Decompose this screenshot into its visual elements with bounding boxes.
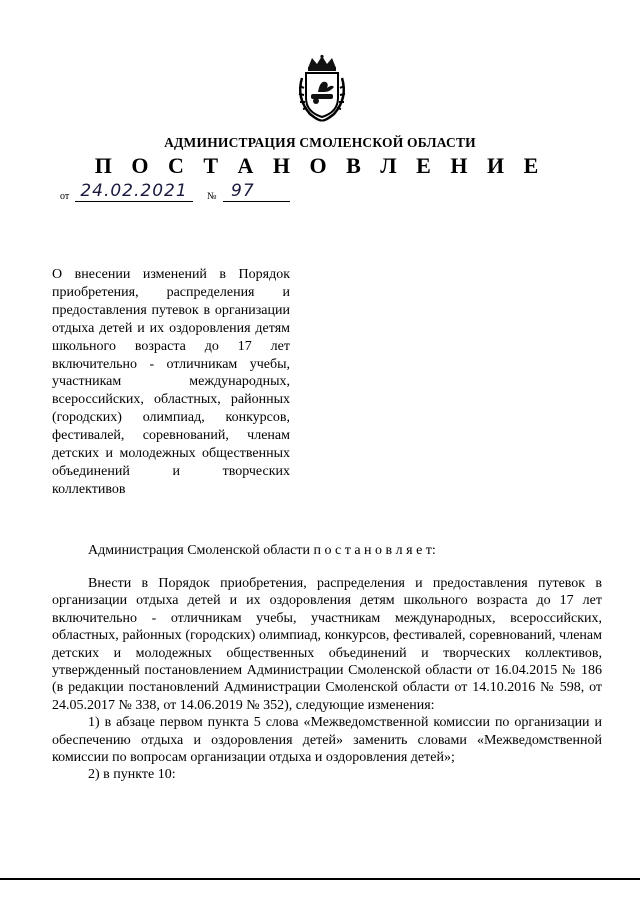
document-subject xyxy=(52,266,290,499)
date-value: 24.02.2021 xyxy=(75,181,193,202)
number-prefix: № xyxy=(207,191,217,202)
document-type-title: П О С Т А Н О В Л Е Н И Е xyxy=(94,153,546,178)
subject-text: О внесении изменений в Порядок приобретения, распределения и предоставления путевок в организации отдыха детей и их оздоровления детям школьного возраста до 17 лет включительно - отличникам учебы, участникам международных, всероссийских, областных, районных (городских) олимпиад, конкурсов, фестивалей, соревнований, членам детских и молодежных общественных объединений и творческих xyxy=(52,267,290,479)
subject-last-line: коллективов xyxy=(52,481,126,497)
date-prefix: от xyxy=(60,191,70,202)
page-bottom-border xyxy=(0,878,640,880)
paragraph-main: Внести в Порядок приобретения, распределения и предоставления путевок в организации отдыха детей и их оздоровления детям школьного возраста до 17 лет включительно - отличникам учебы, участникам международных, всероссийских, областных, районных (городских) олимпиад, конкурсов, фестивалей, соревнований, членам детских и молодежных общественных объединений и творческих коллективов, утвержденный постановлением Администрации Смоленской области от 16.04.2015 № 186 (в редакции постановлений Администрации Смоленской области от 14.10.2016 № 598, от 24.05.2017 № 338, от 14.06.2019 № 352), следующие изменения: xyxy=(52,576,602,713)
coat-of-arms-icon xyxy=(294,54,350,124)
paragraph-item-2: 2) в пункте 10: xyxy=(88,767,176,783)
paragraph-item-1: 1) в абзаце первом пункта 5 слова «Межведомственной комиссии по организации и обеспечению отдыха и оздоровления детей» заменить словами «Межведомственной комиссии по вопросам организации отдыха и оздоровления детей»; xyxy=(52,715,602,766)
document-body xyxy=(52,575,602,784)
resolution-intro: Администрация Смоленской области п о с т а н о в л я е т: xyxy=(88,543,436,558)
number-value: 97 xyxy=(223,181,290,202)
organization-name: АДМИНИСТРАЦИЯ СМОЛЕНСКОЙ ОБЛАСТИ xyxy=(164,135,476,150)
